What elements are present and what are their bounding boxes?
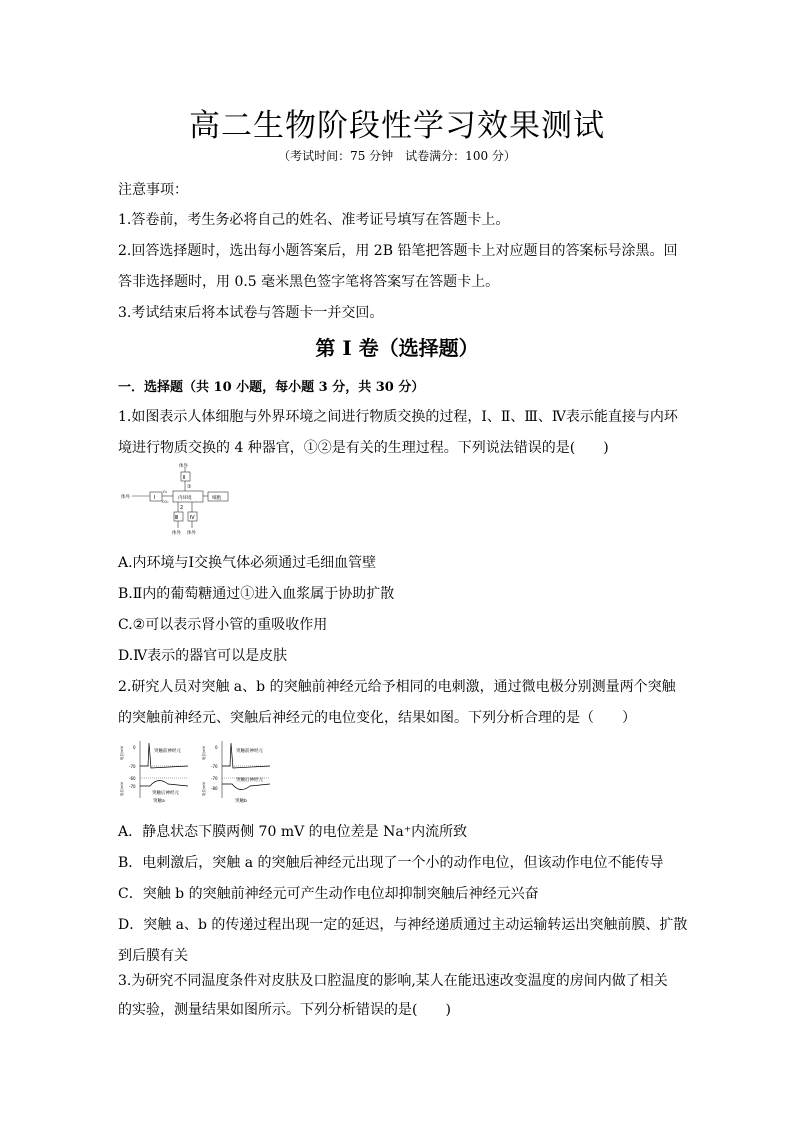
notes-heading: 注意事项：	[118, 182, 188, 198]
note-item-2: 2.回答选择题时，选出每小题答案后，用 2B 铅笔把答题卡上对应题目的答案标号涂黑。回	[118, 243, 678, 259]
q2-a-post-label: 突触后神经元	[152, 791, 179, 796]
page-title: 高二生物阶段性学习效果测试	[189, 108, 605, 144]
q2-a-tick-60: -60	[129, 776, 136, 781]
q1-process-1: ①	[187, 484, 192, 490]
q1-diagram	[120, 462, 235, 538]
q2-b-caption: 突触b	[235, 799, 247, 804]
q2-option-b: B．电刺激后，突触 a 的突触后神经元出现了一个小的动作电位，但该动作电位不能传导	[118, 855, 664, 871]
q1-option-a: A.内环境与Ⅰ交换气体必须通过毛细血管壁	[118, 555, 377, 571]
q2-a-caption: 突触a	[153, 799, 165, 804]
q1-outside-left: 体外	[121, 495, 130, 500]
section-instruction: 一．选择题（共 10 小题，每小题 3 分，共 30 分）	[118, 380, 425, 395]
note-item-2-cont: 答非选择题时，用 0.5 毫米黑色签字笔将答案写在答题卡上。	[118, 274, 500, 290]
q2-stem-line2: 的突触前神经元、突触后神经元的电位变化，结果如图。下列分析合理的是（ ）	[118, 710, 636, 726]
q2-b-post-trace	[222, 784, 270, 790]
q2-chart-b	[201, 741, 270, 804]
q2-a-tick-0: 0	[133, 745, 136, 750]
q1-option-d: D.Ⅳ表示的器官可以是皮肤	[118, 648, 288, 664]
q1-organ-IV: Ⅳ	[190, 515, 195, 521]
q1-outside-top: 体外	[179, 464, 188, 469]
q2-chart-a	[119, 741, 188, 804]
q2-b-tick-0: 0	[215, 745, 218, 750]
q1-process-2: 2	[180, 505, 184, 511]
q2-option-d-cont: 到后膜有关	[118, 948, 188, 964]
q2-option-d: D．突触 a、b 的传递过程出现一定的延迟，与神经递质通过主动运输转运出突触前膜、扩散	[118, 917, 688, 933]
note-item-1: 1.答卷前，考生务必将自己的姓名、准考证号填写在答题卡上。	[118, 212, 510, 228]
q2-option-c: C．突触 b 的突触前神经元可产生动作电位却抑制突触后神经元兴奋	[118, 886, 539, 902]
q1-stem-line2: 境进行物质交换的 4 种器官，①②是有关的生理过程。下列说法错误的是( )	[118, 440, 609, 456]
q1-outside-bottom-left: 体外	[172, 531, 181, 536]
q1-co2: CO₂	[162, 500, 169, 504]
q2-b-ylabel-bottom: 电位/mV	[202, 782, 206, 796]
section-title: 第 I 卷（选择题）	[315, 336, 479, 360]
q3-stem-line1: 3.为研究不同温度条件对皮肤及口腔温度的影响,某人在能迅速改变温度的房间内做了相关	[118, 973, 668, 989]
q2-b-pre-trace	[222, 743, 270, 768]
q1-o2: O₂	[163, 490, 168, 494]
q1-stem-line1: 1.如图表示人体细胞与外界环境之间进行物质交换的过程，Ⅰ、Ⅱ、Ⅲ、Ⅳ表示能直接与内环	[118, 409, 678, 425]
q2-charts	[118, 738, 280, 806]
q2-b-tick-70: -70	[211, 764, 218, 769]
q1-option-c: C.②可以表示肾小管的重吸收作用	[118, 617, 328, 633]
q2-a-ylabel-bottom: 电位/mV	[120, 782, 124, 796]
q2-b-tick-80: -80	[211, 786, 218, 791]
q3-stem-line2: 的实验，测量结果如图所示。下列分析错误的是( )	[118, 1002, 451, 1018]
q1-organ-II: Ⅱ	[183, 475, 186, 481]
q2-a-post-trace	[140, 780, 188, 786]
q2-a-ylabel-top: 电位/mV	[120, 746, 124, 760]
q2-stem-line1: 2.研究人员对突触 a、b 的突触前神经元给予相同的电刺激，通过微电极分别测量两个突触	[118, 679, 676, 695]
q1-option-b: B.Ⅱ内的葡萄糖通过①进入血浆属于协助扩散	[118, 586, 395, 602]
q2-option-a: A．静息状态下膜两侧 70 mV 的电位差是 Na⁺内流所致	[118, 824, 468, 840]
q2-b-ylabel-top: 电位/mV	[202, 746, 206, 760]
q2-b-post-label: 突触后神经元	[236, 778, 263, 783]
q1-cell: 细胞	[212, 496, 221, 501]
q1-outside-bottom-right: 体外	[187, 531, 196, 536]
q1-organ-III: Ⅲ	[175, 515, 179, 521]
q2-a-pre-label: 突触前神经元	[154, 749, 181, 754]
q2-a-pre-trace	[140, 743, 188, 768]
q2-b-tick-70b: -70	[211, 776, 218, 781]
exam-subtitle: （考试时间：75 分钟 试卷满分：100 分）	[278, 149, 516, 163]
note-item-3: 3.考试结束后将本试卷与答题卡一并交回。	[118, 305, 384, 321]
q2-a-tick-70b: -70	[129, 784, 136, 789]
q2-a-tick-70: -70	[129, 764, 136, 769]
q2-b-pre-label: 突触前神经元	[236, 749, 263, 754]
q1-organ-I: Ⅰ	[154, 495, 156, 501]
q1-inner-env: 内环境	[178, 496, 192, 501]
